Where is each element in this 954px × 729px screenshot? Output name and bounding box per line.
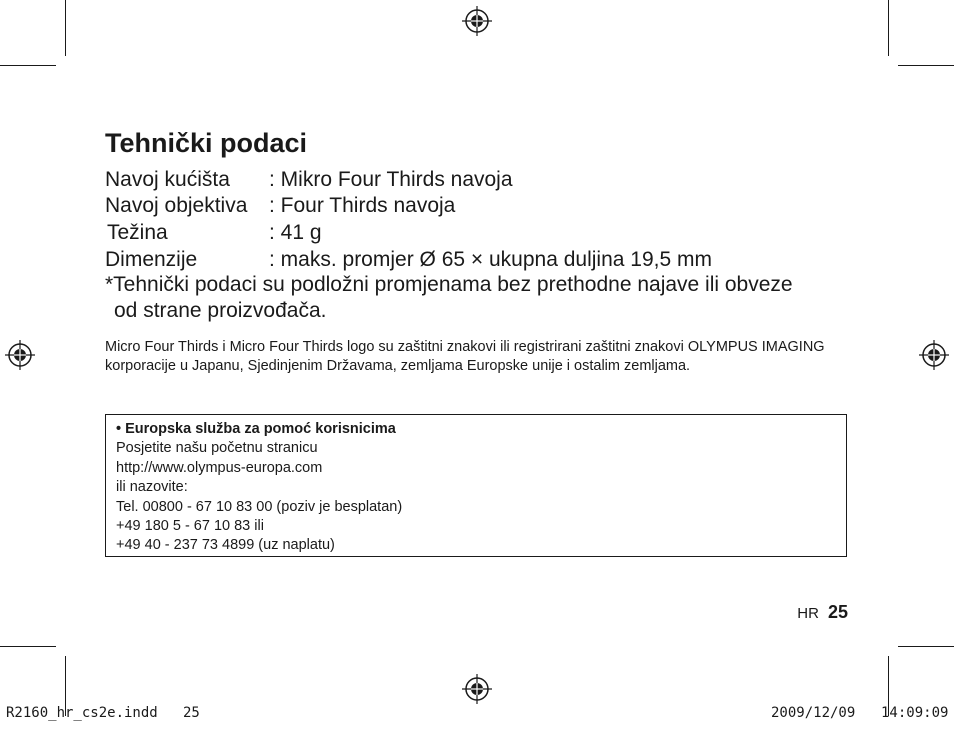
support-url: http://www.olympus-europa.com	[116, 459, 323, 476]
crop-mark-top-left-horizontal	[0, 65, 56, 66]
customer-support-box	[105, 414, 847, 557]
spec-row-lens-mount	[105, 193, 455, 219]
support-line: ili nazovite:	[116, 479, 188, 496]
spec-label: Navoj kućišta	[105, 168, 230, 191]
registration-mark-icon	[461, 673, 493, 705]
registration-mark-icon	[461, 5, 493, 37]
spec-value: : Mikro Four Thirds navoja	[269, 168, 513, 191]
spec-row-weight	[107, 220, 322, 246]
footnote-line: *Tehnički podaci su podložni promjenama bez prethodne najave ili obveze	[105, 273, 793, 296]
spec-row-body-mount	[105, 167, 513, 193]
page-number	[797, 602, 848, 623]
support-phone: +49 180 5 - 67 10 83 ili	[116, 518, 264, 535]
page-number-value: 25	[827, 602, 848, 622]
page-title: Tehnički podaci	[105, 128, 308, 158]
crop-mark-top-right-vertical	[888, 0, 889, 56]
slug-file-name: R2160_hr_cs2e.indd	[6, 705, 158, 721]
crop-mark-bottom-left-horizontal	[0, 646, 56, 647]
trademark-notice: Micro Four Thirds i Micro Four Thirds logo su zaštitni znakovi ili registrirani zaštitni znakovi OLYMPUS IMAGING korporacije u Japanu, Sjedinjenim Državama, zemljama Europske unije i ostalim zemljama.	[105, 339, 825, 374]
support-heading: • Europska služba za pomoć korisnicima	[116, 421, 396, 437]
crop-mark-top-left-vertical	[65, 0, 66, 56]
support-line: Posjetite našu početnu stranicu	[116, 440, 318, 457]
support-phone: Tel. 00800 - 67 10 83 00 (poziv je besplatan)	[116, 498, 403, 515]
slug-date: 2009/12/09	[771, 705, 856, 721]
language-code: HR	[797, 605, 819, 622]
spec-label: Dimenzije	[105, 248, 198, 271]
spec-label: Težina	[107, 221, 168, 244]
spec-value: : maks. promjer Ø 65 × ukupna duljina 19,5 mm	[269, 248, 712, 271]
spec-row-dimensions	[105, 247, 712, 273]
spec-footnote	[105, 272, 793, 324]
spec-value: : Four Thirds navoja	[269, 194, 456, 217]
spec-label: Navoj objektiva	[105, 194, 248, 217]
slug-page: 25	[183, 705, 200, 721]
registration-mark-icon	[4, 339, 36, 371]
crop-mark-top-right-horizontal	[898, 65, 954, 66]
crop-mark-bottom-right-horizontal	[898, 646, 954, 647]
spec-value: : 41 g	[269, 221, 322, 244]
slug-time: 14:09:09	[881, 705, 949, 721]
support-phone: +49 40 - 237 73 4899 (uz naplatu)	[116, 537, 335, 554]
registration-mark-icon	[918, 339, 950, 371]
footnote-line: od strane proizvođača.	[114, 299, 327, 322]
